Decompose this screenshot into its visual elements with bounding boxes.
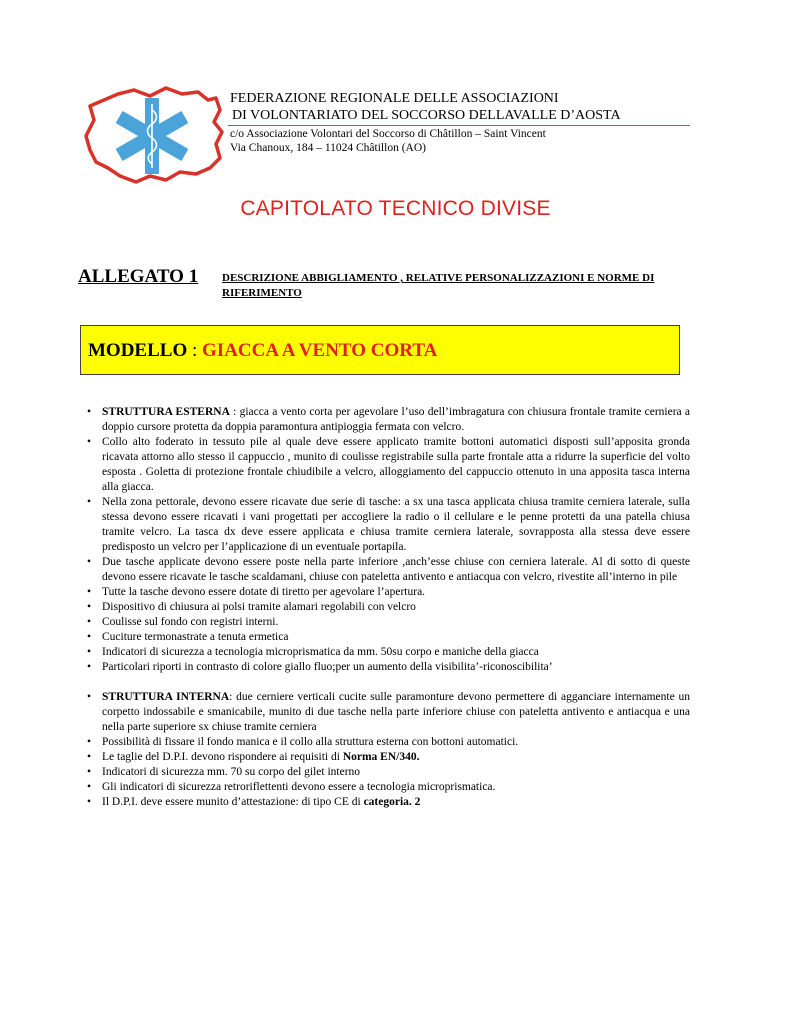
document-title: CAPITOLATO TECNICO DIVISE (240, 197, 551, 220)
organization-name (230, 90, 690, 124)
list-item: • Due tasche applicate devono essere poste nella parte inferiore ,anch’esse chiuse con cerniera laterale. Al di sotto di queste devono essere ricavate le tasche scaldamani, chiuse con pateletta antivento e antiacqua con velcro, rivestite all’interno in pile (90, 555, 690, 585)
list-item: • Gli indicatori di sicurezza retroriflettenti devono essere a tecnologia microprismatica. (90, 780, 690, 795)
dpi-category: categoria. 2 (363, 796, 421, 808)
address-line-2: Via Chanoux, 184 – 11024 Châtillon (AO) (230, 142, 426, 154)
model-label: MODELLO (88, 340, 188, 361)
model-box (80, 325, 680, 375)
dpi-text: Il D.P.I. deve essere munito d’attestazione: di tipo CE di (102, 796, 364, 808)
list-item: • Cuciture termonastrate a tenuta ermetica (90, 630, 690, 645)
address-line-1: c/o Associazione Volontari del Soccorso di Châtillon – Saint Vincent (230, 128, 546, 140)
org-line-1: FEDERAZIONE REGIONALE DELLE ASSOCIAZIONI (230, 91, 559, 106)
list-item: • Indicatori di sicurezza a tecnologia microprismatica da mm. 50su corpo e maniche della giacca (90, 645, 690, 660)
organization-address (230, 127, 690, 155)
list-item: • Dispositivo di chiusura ai polsi tramite alamari regolabili con velcro (90, 600, 690, 615)
attachment-description: DESCRIZIONE ABBIGLIAMENTO , RELATIVE PERSONALIZZAZIONI E NORME DI RIFERIMENTO (222, 272, 655, 299)
external-structure-list (90, 405, 690, 675)
external-structure-text: : giacca a vento corta per agevolare l’uso dell’imbragatura con chiusura frontale tramite cerniera a doppio cursore protetta da doppia paramontura antipioggia fermata con velcro. (102, 406, 691, 433)
sizes-norm: Norma EN/340. (342, 751, 420, 763)
star-of-life-region-logo-icon (80, 84, 228, 184)
list-item: • Indicatori di sicurezza mm. 70 su corpo del gilet interno (90, 765, 690, 780)
attachment-number: ALLEGATO 1 (78, 266, 199, 287)
external-structure-heading: STRUTTURA ESTERNA (102, 406, 230, 418)
model-separator: : (187, 340, 203, 361)
list-item: • Nella zona pettorale, devono essere ricavate due serie di tasche: a sx una tasca applicata chiusa tramite cerniera laterale, sulla stessa devono essere ricavati i vani progettati per accogliere la radio o il cellulare e le penne protetti da una patella chiusa tramite velcro. La tasca dx deve essere applicata e chiusa tramite cerniera laterale, sovrapposta alla stessa deve essere predisposto un velcro per l’applicazione di un eventuale portapila. (90, 495, 690, 555)
list-item (90, 795, 690, 810)
list-item (90, 750, 690, 765)
internal-structure-list (90, 690, 690, 810)
sizes-text: Le taglie del D.P.I. devono rispondere ai requisiti di (102, 751, 343, 763)
list-item: • Possibilità di fissare il fondo manica e il collo alla struttura esterna con bottoni automatici. (90, 735, 690, 750)
internal-structure-heading: STRUTTURA INTERNA (102, 691, 230, 703)
list-item: • Tutte la tasche devono essere dotate di tiretto per agevolare l’apertura. (90, 585, 690, 600)
specification-content (90, 405, 690, 810)
org-line-2: DI VOLONTARIATO DEL SOCCORSO DELLAVALLE D’AOSTA (232, 108, 621, 123)
model-value: GIACCA A VENTO CORTA (202, 340, 438, 361)
list-item (90, 405, 690, 435)
list-item: • Particolari riporti in contrasto di colore giallo fluo;per un aumento della visibilita’-riconoscibilita’ (90, 660, 690, 675)
list-item: • Collo alto foderato in tessuto pile al quale deve essere applicato tramite bottoni automatici disposti sull’apposita gronda ricavata attorno allo stesso il cappuccio , munito di coulisse registrabile sulla parte frontale atta a ridurre la superficie del volto esposta . Goletta di protezione frontale chiudibile a velcro, alloggiamento del cappuccio ottenuto in una apposita tasca interna alla giacca. (90, 435, 690, 495)
internal-structure-text: : due cerniere verticali cucite sulle paramonture devono permettere di agganciare internamente un corpetto indossabile e smanicabile, munito di due tasche nella parte inferiore chiuse con pateletta antivento e antiacqua e una nella parte superiore sx chiuse tramite cerniera (102, 691, 690, 733)
list-item: • Coulisse sul fondo con registri interni. (90, 615, 690, 630)
header-divider (228, 125, 690, 126)
list-item (90, 690, 690, 735)
